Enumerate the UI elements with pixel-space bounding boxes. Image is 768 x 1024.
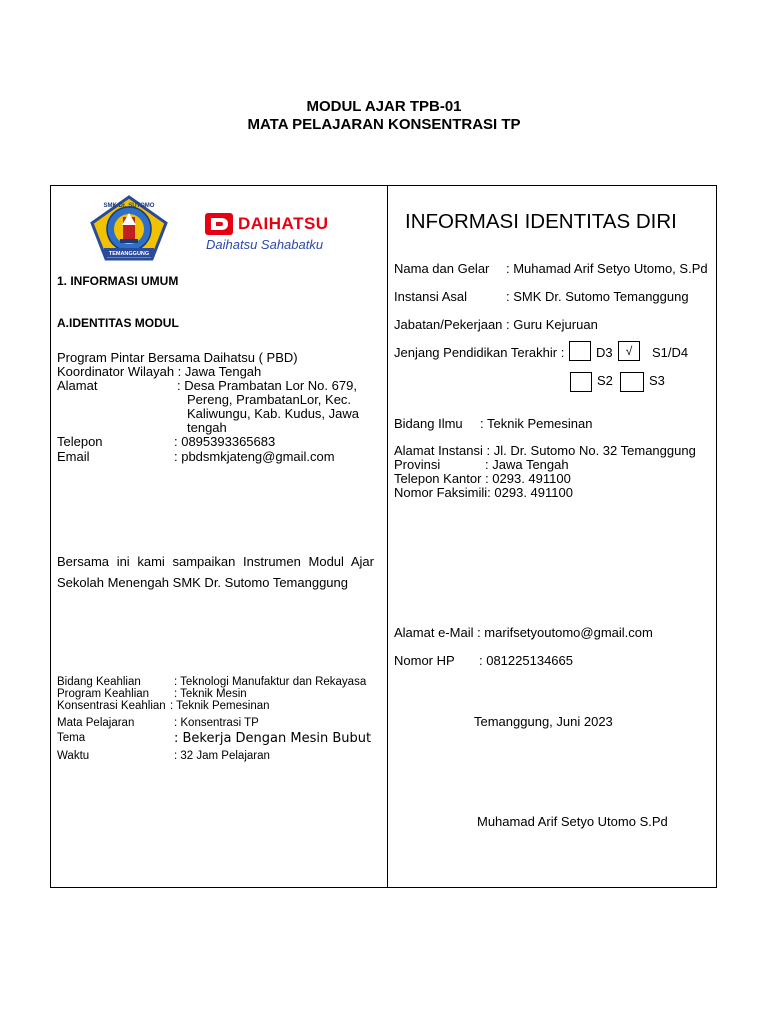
s2-checkbox[interactable] — [570, 372, 592, 392]
section-informasi-umum: 1. INFORMASI UMUM — [57, 274, 179, 288]
detail-label: Program Keahlian — [57, 688, 150, 700]
school-logo-ring-text: SMK Dr. SUTOMO — [103, 203, 155, 209]
section-identitas-modul: A.IDENTITAS MODUL — [57, 316, 179, 330]
daihatsu-tagline: Daihatsu Sahabatku — [206, 237, 324, 252]
place-date: Temanggung, Juni 2023 — [474, 714, 613, 729]
detail-label: Mata Pelajaran — [57, 717, 135, 729]
instansi-value: : SMK Dr. Sutomo Temanggung — [506, 289, 689, 304]
detail-label: Konsentrasi Keahlian — [57, 700, 166, 712]
detail-label: Bidang Keahlian — [57, 676, 141, 688]
s1-checkbox[interactable] — [618, 341, 640, 361]
daihatsu-d-icon — [205, 213, 233, 235]
nomor-faksimili: Nomor Faksimili: 0293. 491100 — [394, 485, 573, 500]
email-address: Alamat e-Mail : marifsetyoutomo@gmail.com — [394, 625, 653, 640]
jabatan-text: Jabatan/Pekerjaan : Guru Kejuruan — [394, 317, 598, 332]
provinsi-value: : Jawa Tengah — [485, 457, 569, 472]
s1-label: S1/D4 — [652, 345, 689, 360]
jenjang-label: Jenjang Pendidikan Terakhir : — [394, 345, 565, 360]
koordinator-text: Koordinator Wilayah : Jawa Tengah — [57, 364, 262, 379]
daihatsu-brand: DAIHATSU — [238, 214, 329, 233]
intro-line-2: Sekolah Menengah SMK Dr. Sutomo Temanggung — [57, 575, 348, 590]
telepon-value: : 0895393365683 — [174, 434, 276, 449]
alamat-line-2: Pereng, PrambatanLor, Kec. — [187, 392, 352, 407]
detail-label: Tema — [57, 732, 86, 744]
intro-line-1: Bersama ini kami sampaikan Instrumen Modul Ajar — [57, 554, 374, 569]
detail-value: : Konsentrasi TP — [174, 717, 259, 729]
alamat-line-3: Kaliwungu, Kab. Kudus, Jawa — [187, 406, 359, 421]
detail-value: : Teknologi Manufaktur dan Rekayasa — [174, 676, 367, 688]
column-divider — [387, 185, 388, 888]
instansi-label: Instansi Asal — [394, 289, 467, 304]
s2-label: S2 — [597, 373, 613, 388]
email-value: : pbdsmkjateng@gmail.com — [174, 449, 335, 464]
provinsi-label: Provinsi — [394, 457, 441, 472]
detail-label: Waktu — [57, 750, 90, 762]
hp-value: : 081225134665 — [479, 653, 573, 668]
identity-heading: INFORMASI IDENTITAS DIRI — [405, 210, 677, 233]
d3-label: D3 — [596, 345, 613, 360]
school-logo — [90, 195, 168, 261]
alamat-line-4: tengah — [187, 420, 227, 435]
d3-checkbox[interactable] — [569, 341, 591, 361]
alamat-label: Alamat — [57, 378, 98, 393]
bidang-label: Bidang Ilmu — [394, 416, 463, 431]
detail-value: : Teknik Mesin — [174, 688, 247, 700]
email-label: Email — [57, 449, 90, 464]
check-mark-icon: √ — [625, 344, 633, 358]
telepon-kantor: Telepon Kantor : 0293. 491100 — [394, 471, 571, 486]
detail-value: : Bekerja Dengan Mesin Bubut — [174, 731, 372, 746]
s3-checkbox[interactable] — [620, 372, 644, 392]
alamat-value: : Desa Prambatan Lor No. 679, — [177, 378, 357, 393]
nama-value: : Muhamad Arif Setyo Utomo, S.Pd — [506, 261, 708, 276]
alamat-instansi: Alamat Instansi : Jl. Dr. Sutomo No. 32 Temanggung — [394, 443, 696, 458]
detail-value: : 32 Jam Pelajaran — [174, 750, 270, 762]
s3-label: S3 — [649, 373, 665, 388]
bidang-value: : Teknik Pemesinan — [480, 416, 593, 431]
program-text: Program Pintar Bersama Daihatsu ( PBD) — [57, 350, 298, 365]
signature-name: Muhamad Arif Setyo Utomo S.Pd — [477, 814, 668, 829]
document-title: MODUL AJAR TPB-01 — [306, 98, 462, 115]
detail-value: : Teknik Pemesinan — [170, 700, 270, 712]
school-logo-banner-text: TEMANGGUNG — [108, 251, 150, 257]
telepon-label: Telepon — [57, 434, 103, 449]
document-subtitle: MATA PELAJARAN KONSENTRASI TP — [247, 116, 521, 133]
hp-label: Nomor HP — [394, 653, 455, 668]
nama-label: Nama dan Gelar — [394, 261, 490, 276]
